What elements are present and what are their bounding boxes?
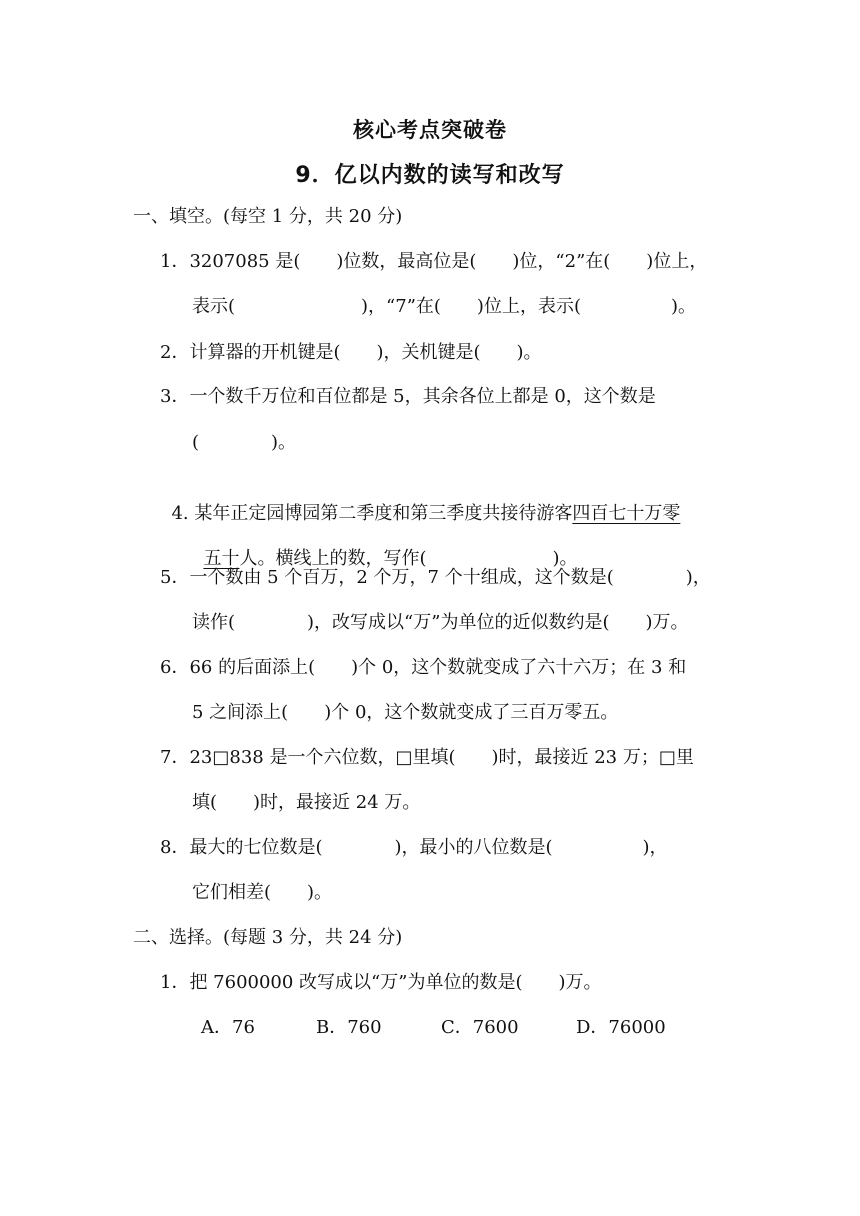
question-4-text-cont: 人。横线上的数，写作( )。: [239, 548, 578, 569]
question-2: 2．计算器的开机键是( )，关机键是( )。: [160, 342, 542, 363]
exam-title: 核心考点突破卷: [353, 118, 507, 142]
question-3-line-1: 3．一个数千万位和百位都是 5，其余各位上都是 0，这个数是: [160, 386, 656, 407]
question-8-line-2: 它们相差( )。: [192, 882, 333, 903]
choice-question-1: 1．把 7600000 改写成以“万”为单位的数是( )万。: [160, 972, 602, 993]
option-c: C．7600: [441, 1017, 519, 1038]
question-7-line-2: 填( )时，最接近 24 万。: [192, 792, 421, 813]
question-6-line-2: 5 之间添上( )个 0，这个数就变成了三百万零五。: [192, 702, 619, 723]
option-a: A．76: [201, 1017, 255, 1038]
question-7-line-1: 7．23□838 是一个六位数，□里填( )时，最接近 23 万；□里: [160, 747, 694, 768]
underlined-number-text-cont: 五十: [203, 548, 240, 569]
question-5-line-1: 5．一个数由 5 个百万，2 个万，7 个十组成，这个数是( )，: [160, 567, 711, 588]
question-4-text: 4. 某年正定园博园第二季度和第三季度共接待游客: [171, 503, 573, 524]
question-6-line-1: 6．66 的后面添上( )个 0，这个数就变成了六十六万；在 3 和: [160, 657, 687, 678]
question-8-line-1: 8．最大的七位数是( )，最小的八位数是( )，: [160, 837, 668, 858]
option-d: D．76000: [576, 1017, 666, 1038]
underlined-number-text: 四百七十万零: [572, 503, 681, 524]
question-1-line-2: 表示( )，“7”在( )位上，表示( )。: [192, 296, 696, 317]
option-b: B．760: [316, 1017, 382, 1038]
exam-subtitle: 9．亿以内数的读写和改写: [295, 163, 565, 188]
section-2-heading: 二、选择。(每题 3 分，共 24 分): [133, 927, 403, 948]
question-5-line-2: 读作( )，改写成以“万”为单位的近似数约是( )万。: [192, 612, 689, 633]
section-1-heading: 一、填空。(每空 1 分，共 20 分): [133, 206, 403, 227]
question-3-line-2: ( )。: [192, 432, 297, 453]
question-1-line-1: 1．3207085 是( )位数，最高位是( )位，“2”在( )位上，: [160, 251, 708, 272]
